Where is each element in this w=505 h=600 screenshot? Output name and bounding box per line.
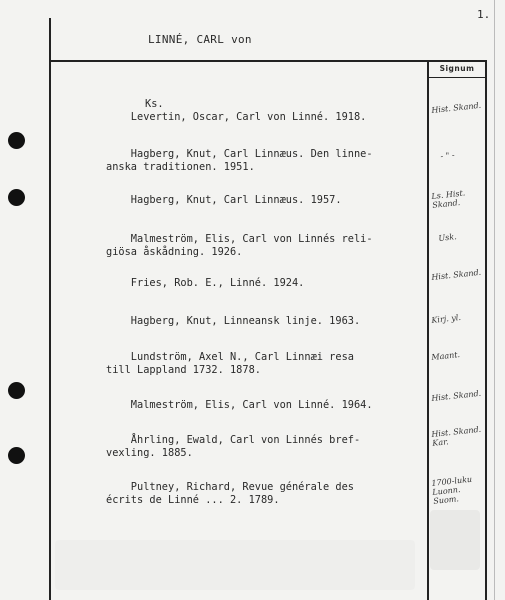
entry-text: Hagberg, Knut, Linneansk linje. 1963. bbox=[106, 315, 361, 327]
punch-hole bbox=[8, 132, 25, 149]
paper-stain bbox=[430, 510, 480, 570]
paper-stain bbox=[55, 540, 415, 590]
card-heading: LINNÉ, CARL von bbox=[148, 33, 252, 46]
entry-signum: Usk. bbox=[438, 232, 458, 243]
right-rule bbox=[485, 60, 487, 600]
page-number: 1. bbox=[477, 8, 491, 21]
entry-text: Levertin, Oscar, Carl von Linné. 1918. bbox=[106, 111, 367, 123]
left-rule bbox=[49, 18, 51, 600]
entry-signum: Hist. Skand. Kar. bbox=[431, 424, 482, 448]
entry-text: Malmeström, Elis, Carl von Linnés reli- giösa åskådning. 1926. bbox=[106, 233, 373, 258]
entry-signum: Maant. bbox=[431, 350, 461, 362]
top-rule bbox=[49, 60, 487, 62]
entry-signum: Hist. Skand. bbox=[431, 267, 482, 282]
entry-text: Hagberg, Knut, Carl Linnæus. 1957. bbox=[106, 194, 342, 206]
prefix-label: Ks. bbox=[145, 98, 164, 110]
entry-text: Hagberg, Knut, Carl Linnæus. Den linne- anska traditionen. 1951. bbox=[106, 148, 373, 173]
entry-signum: Hist. Skand. bbox=[431, 388, 482, 403]
entry-text: Malmeström, Elis, Carl von Linné. 1964. bbox=[106, 399, 373, 411]
entry-signum: Ls. Hist. Skand. bbox=[431, 188, 466, 210]
punch-hole bbox=[8, 382, 25, 399]
entry-signum: - " - bbox=[440, 150, 456, 161]
entry-text: Pultney, Richard, Revue générale des écrits de Linné ... 2. 1789. bbox=[106, 481, 354, 506]
entry-text: Fries, Rob. E., Linné. 1924. bbox=[106, 277, 305, 289]
card-edge bbox=[494, 0, 495, 600]
signum-header-rule bbox=[427, 77, 487, 78]
punch-hole bbox=[8, 447, 25, 464]
entry-signum: Kirj. yl. bbox=[431, 312, 462, 325]
signum-column-label: Signum bbox=[439, 64, 475, 73]
entry-text: Åhrling, Ewald, Carl von Linnés bref- vexling. 1885. bbox=[106, 434, 361, 459]
entry-text: Lundström, Axel N., Carl Linnæi resa till Lappland 1732. 1878. bbox=[106, 351, 354, 376]
entry-signum: Hist. Skand. bbox=[431, 100, 482, 115]
signum-column-rule bbox=[427, 60, 429, 600]
entry-signum: 1700-luku Luonn. Suom. bbox=[431, 474, 473, 506]
punch-hole bbox=[8, 189, 25, 206]
